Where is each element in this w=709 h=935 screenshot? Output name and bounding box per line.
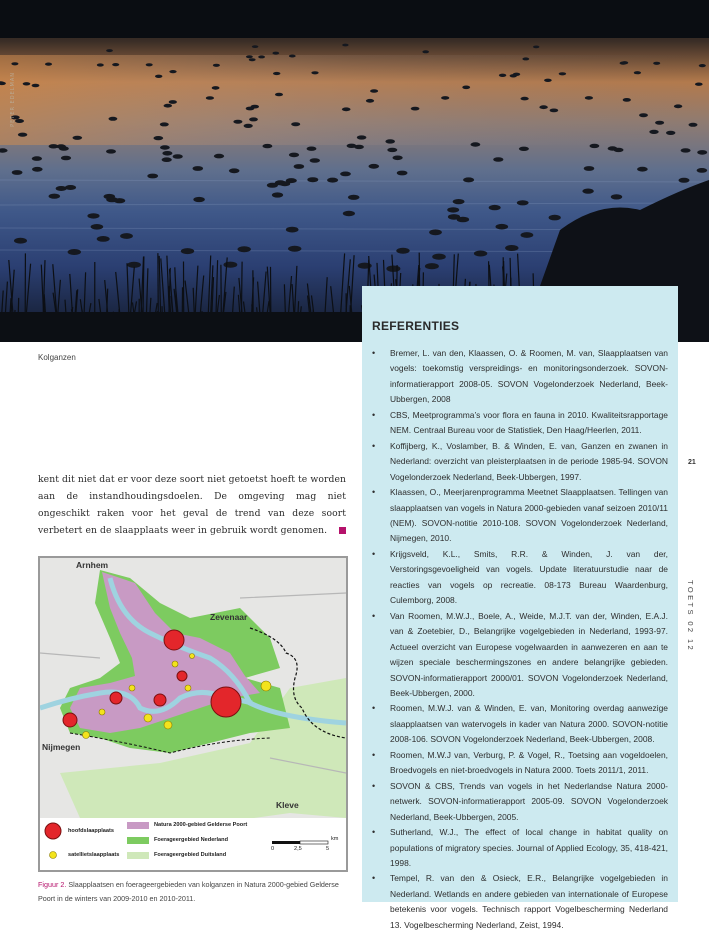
figure-caption-text: Slaapplaatsen en foerageergebieden van kolganzen in Natura 2000-gebied Gelderse Poort in de winters van 2009-2010 en 2010-2011. bbox=[38, 880, 339, 903]
duck-silhouette bbox=[385, 139, 395, 143]
duck-silhouette bbox=[653, 62, 660, 65]
duck-silhouette bbox=[238, 246, 251, 252]
duck-silhouette bbox=[510, 74, 517, 77]
duck-silhouette bbox=[559, 72, 566, 75]
duck-silhouette bbox=[549, 215, 561, 221]
duck-silhouette bbox=[397, 171, 408, 176]
duck-silhouette bbox=[246, 55, 253, 58]
duck-silhouette bbox=[584, 166, 595, 171]
duck-silhouette bbox=[181, 248, 194, 254]
place-zevenaar: Zevenaar bbox=[210, 612, 248, 622]
duck-silhouette bbox=[32, 167, 43, 172]
duck-silhouette bbox=[521, 232, 534, 238]
reference-item: • SOVON & CBS, Trends van vogels in het Nederlandse Natura 2000-netwerk. SOVON-informatierapport 2005-09. SOVON Vogelonderzoek Nederland, Beek-Ubbergen, 2005. bbox=[372, 779, 668, 825]
duck-silhouette bbox=[206, 96, 214, 100]
duck-silhouette bbox=[307, 147, 317, 151]
duck-silhouette bbox=[275, 93, 283, 97]
duck-silhouette bbox=[272, 192, 283, 197]
duck-silhouette bbox=[448, 214, 460, 220]
legend-satellietslaapplaats: satellietslaapplaats bbox=[68, 852, 120, 858]
reference-item: • Van Roomen, M.W.J., Boele, A., Weide, M.J.T. van der, Winden, E.A.J. van & Zoetebier, D., Belangrijke vogelgebieden in Nederland, 1993-97. Actueel overzicht van Europese vogelwaarden in aanwezeren en aan te wijzen speciale beschermingszones en andere belangrijke gebieden. SOVON-informatierapport 2000/01. SOVON Vogelonderzoek Nederland, Beek-Ubbergen, 2000. bbox=[372, 609, 668, 702]
duck-silhouette bbox=[289, 153, 299, 158]
figure-caption bbox=[38, 878, 358, 906]
map-figure bbox=[38, 556, 348, 872]
duck-silhouette bbox=[307, 177, 318, 182]
duck-silhouette bbox=[697, 168, 708, 173]
reference-item: • CBS, Meetprogramma’s voor flora en fauna in 2010. Kwaliteitsrapportage NEM. Centraal Bureau voor de Statistiek, Den Haag/Heerlen, 2011. bbox=[372, 408, 668, 439]
duck-silhouette bbox=[695, 83, 703, 86]
duck-silhouette bbox=[258, 55, 265, 58]
reference-item: • Roomen, M.W.J van, Verburg, P. & Vogel, R., Toetsing aan vogeldoelen, Broedvogels en niet-broedvogels in Natura 2000. Toets 2011/1, 2011. bbox=[372, 748, 668, 779]
duck-silhouette bbox=[120, 233, 133, 239]
duck-silhouette bbox=[288, 246, 301, 252]
duck-silhouette bbox=[422, 50, 429, 53]
duck-silhouette bbox=[634, 71, 641, 74]
duck-silhouette bbox=[56, 186, 67, 191]
duck-silhouette bbox=[453, 199, 465, 204]
duck-silhouette bbox=[311, 71, 318, 74]
duck-silhouette bbox=[425, 263, 439, 269]
duck-silhouette bbox=[229, 168, 240, 173]
duck-silhouette bbox=[370, 89, 378, 93]
duck-silhouette bbox=[474, 251, 487, 257]
duck-silhouette bbox=[246, 107, 255, 111]
duck-silhouette bbox=[505, 245, 518, 251]
place-kleve: Kleve bbox=[276, 800, 299, 810]
reference-item: • Roomen, M.W.J. van & Winden, E. van, Monitoring overdag aanwezige slaapplaatsen van watervogels in kader van Natura 2000. SOVON-notitie 2008-106. SOVON Vogelonderzoek Nederland, Beek-Ubbergen, 2008. bbox=[372, 701, 668, 747]
duck-silhouette bbox=[173, 154, 183, 159]
duck-silhouette bbox=[411, 107, 420, 111]
duck-silhouette bbox=[68, 249, 81, 255]
duck-silhouette bbox=[249, 117, 258, 121]
duck-silhouette bbox=[348, 195, 360, 200]
reference-item: • Koffijberg, K., Voslamber, B. & Winden, E. van, Ganzen en zwanen in Nederland: overzicht van pleisterplaatsen in de periode 1985-94. SOVON Vogelonderzoek Nederland, Beek-Ubbergen, 1997. bbox=[372, 439, 668, 485]
body-paragraph bbox=[38, 471, 346, 539]
duck-silhouette bbox=[649, 130, 658, 134]
duck-silhouette bbox=[112, 63, 119, 66]
duck-silhouette bbox=[462, 86, 470, 90]
references-panel bbox=[362, 286, 678, 930]
duck-silhouette bbox=[544, 79, 552, 82]
photo-credit: PETER EDELMAN bbox=[10, 72, 16, 127]
duck-silhouette bbox=[11, 62, 18, 65]
duck-silhouette bbox=[91, 224, 104, 230]
duck-silhouette bbox=[212, 86, 220, 90]
duck-silhouette bbox=[489, 205, 501, 210]
duck-silhouette bbox=[342, 107, 351, 111]
duck-silhouette bbox=[623, 98, 631, 102]
duck-silhouette bbox=[15, 119, 24, 123]
duck-silhouette bbox=[273, 52, 280, 55]
duck-silhouette bbox=[106, 149, 116, 153]
duck-silhouette bbox=[342, 44, 348, 47]
duck-silhouette bbox=[154, 136, 164, 140]
body-paragraph-text: kent dit niet dat er voor deze soort niet getoetst hoeft te worden aan de instandhoudingsdoelen. De omgeving mag niet ongeschikt raken voor het geval de trend van deze soort verbetert en de slaapplaats weer in gebruik wordt genomen. bbox=[38, 474, 346, 536]
duck-silhouette bbox=[441, 96, 449, 100]
duck-silhouette bbox=[214, 154, 224, 159]
duck-silhouette bbox=[193, 166, 204, 171]
duck-silhouette bbox=[463, 177, 474, 182]
duck-silhouette bbox=[519, 147, 529, 151]
reference-item: • Bremer, L. van den, Klaassen, O. & Roomen, M. van, Slaapplaatsen van vogels: toekomstig verspreidings- en monitoringsonderzoek. SOVON-informatierapport 2008-05. SOVON Vogelonderzoek Nederland, Beek- Ubbergen, 2008 bbox=[372, 346, 668, 408]
duck-silhouette bbox=[291, 122, 300, 126]
duck-silhouette bbox=[674, 104, 682, 108]
duck-silhouette bbox=[32, 156, 42, 161]
journal-name: TOETS 02 12 bbox=[686, 580, 695, 653]
scale-tick-2-5: 2,5 bbox=[294, 846, 302, 852]
duck-silhouette bbox=[521, 97, 529, 101]
duck-silhouette bbox=[162, 151, 172, 156]
legend-natura-2000: Natura 2000-gebied Gelderse Poort bbox=[154, 822, 248, 828]
duck-silhouette bbox=[193, 197, 205, 202]
place-arnhem: Arnhem bbox=[76, 560, 109, 570]
duck-silhouette bbox=[104, 194, 116, 199]
duck-silhouette bbox=[18, 133, 27, 137]
duck-silhouette bbox=[65, 185, 76, 190]
duck-silhouette bbox=[327, 178, 338, 183]
duck-silhouette bbox=[396, 248, 409, 254]
duck-silhouette bbox=[289, 55, 296, 58]
duck-silhouette bbox=[169, 100, 177, 104]
duck-silhouette bbox=[340, 172, 351, 177]
duck-silhouette bbox=[23, 82, 31, 85]
duck-silhouette bbox=[369, 164, 380, 169]
duck-silhouette bbox=[294, 164, 305, 169]
end-of-article-mark bbox=[339, 527, 346, 534]
duck-silhouette bbox=[263, 144, 273, 148]
duck-silhouette bbox=[471, 142, 481, 146]
duck-silhouette bbox=[697, 150, 707, 155]
duck-silhouette bbox=[539, 105, 547, 109]
duck-silhouette bbox=[252, 45, 258, 48]
duck-silhouette bbox=[49, 194, 61, 199]
duck-silhouette bbox=[522, 57, 529, 60]
scale-unit: km bbox=[331, 836, 339, 842]
duck-silhouette bbox=[87, 213, 99, 218]
duck-silhouette bbox=[114, 198, 126, 203]
duck-silhouette bbox=[244, 124, 253, 128]
place-nijmegen: Nijmegen bbox=[42, 742, 81, 752]
duck-silhouette bbox=[681, 148, 691, 152]
duck-silhouette bbox=[310, 158, 320, 163]
duck-silhouette bbox=[447, 207, 459, 212]
duck-silhouette bbox=[109, 117, 118, 121]
duck-silhouette bbox=[286, 227, 299, 233]
page-number: 21 bbox=[688, 459, 696, 466]
duck-silhouette bbox=[517, 200, 529, 205]
duck-silhouette bbox=[429, 229, 442, 235]
duck-silhouette bbox=[699, 64, 706, 67]
duck-silhouette bbox=[608, 146, 618, 150]
duck-silhouette bbox=[366, 99, 374, 103]
duck-silhouette bbox=[689, 123, 698, 127]
duck-silhouette bbox=[106, 49, 113, 52]
duck-silhouette bbox=[164, 104, 172, 108]
duck-silhouette bbox=[147, 174, 158, 179]
duck-silhouette bbox=[32, 84, 40, 87]
duck-silhouette bbox=[343, 211, 355, 216]
duck-silhouette bbox=[160, 122, 169, 126]
references-title: REFERENTIES bbox=[372, 319, 460, 333]
duck-silhouette bbox=[213, 64, 220, 67]
duck-silhouette bbox=[233, 120, 242, 124]
duck-silhouette bbox=[61, 156, 71, 161]
duck-silhouette bbox=[393, 156, 403, 161]
references-list bbox=[372, 346, 668, 933]
duck-silhouette bbox=[582, 189, 593, 194]
reference-item: • Sutherland, W.J., The effect of local change in habitat quality on populations of migratory species. Journal of Applied Ecology, 35, 418-421, 1998. bbox=[372, 825, 668, 871]
duck-silhouette bbox=[639, 113, 648, 117]
duck-silhouette bbox=[267, 183, 278, 188]
duck-silhouette bbox=[357, 135, 367, 139]
duck-silhouette bbox=[14, 238, 27, 244]
scale-tick-0: 0 bbox=[271, 846, 275, 852]
duck-silhouette bbox=[224, 262, 238, 268]
duck-silhouette bbox=[56, 144, 66, 148]
duck-silhouette bbox=[679, 178, 690, 183]
duck-silhouette bbox=[162, 157, 172, 162]
duck-silhouette bbox=[496, 224, 509, 230]
legend-hoofdslaapplaats: hoofdslaapplaats bbox=[68, 828, 115, 834]
duck-silhouette bbox=[347, 144, 357, 148]
reference-item: • Klaassen, O., Meerjarenprogramma Meetnet Slaapplaatsen. Tellingen van slaapplaatsen van vogels in Natura 2000-gebieden vanaf seizoen 2010/11 (NEM). SOVON-notitie 2010-108. SOVON Vogelonderzoek Nederland, Nijmegen, 2010. bbox=[372, 485, 668, 547]
duck-silhouette bbox=[160, 145, 170, 149]
duck-silhouette bbox=[97, 63, 104, 66]
duck-silhouette bbox=[73, 136, 83, 140]
duck-silhouette bbox=[432, 254, 446, 260]
duck-silhouette bbox=[533, 46, 539, 49]
duck-silhouette bbox=[45, 63, 52, 66]
duck-silhouette bbox=[550, 109, 559, 113]
duck-silhouette bbox=[590, 144, 600, 148]
duck-silhouette bbox=[12, 170, 23, 175]
duck-silhouette bbox=[97, 236, 110, 242]
legend-foerageergebied-nederland: Foerageergebied Nederland bbox=[154, 837, 228, 843]
photo-caption: Kolganzen bbox=[38, 353, 76, 362]
duck-silhouette bbox=[666, 131, 675, 135]
duck-silhouette bbox=[621, 61, 628, 64]
duck-silhouette bbox=[637, 167, 648, 172]
duck-silhouette bbox=[273, 72, 280, 75]
duck-silhouette bbox=[169, 70, 176, 73]
duck-silhouette bbox=[493, 157, 503, 162]
duck-silhouette bbox=[249, 58, 256, 61]
legend-foerageergebied-duitsland: Foerageergebied Duitsland bbox=[154, 852, 227, 858]
duck-silhouette bbox=[655, 121, 664, 125]
duck-silhouette bbox=[387, 148, 397, 152]
duck-silhouette bbox=[146, 63, 153, 66]
reference-item: • Tempel, R. van den & Osieck, E.R., Belangrijke vogelgebieden in Nederland. Wetlands en andere gebieden van internationale of Europese betekenis voor vogels. Technisch rapport Vogelbescherming Nederland 13. Vogelbescherming Nederland, Zeist, 1994. bbox=[372, 871, 668, 933]
duck-silhouette bbox=[499, 74, 506, 77]
duck-silhouette bbox=[611, 194, 623, 199]
scale-tick-5: 5 bbox=[326, 846, 330, 852]
figure-label: Figuur 2. bbox=[38, 880, 67, 889]
reference-item: • Krijgsveld, K.L., Smits, R.R. & Winden, J. van der, Verstoringsgevoeligheid van vogels. Update literatuurstudie naar de reacties van vogels op recreatie. 08-173 Bureau Waardenburg, Culemborg, 2008. bbox=[372, 547, 668, 609]
duck-silhouette bbox=[155, 75, 162, 78]
duck-silhouette bbox=[585, 96, 593, 100]
